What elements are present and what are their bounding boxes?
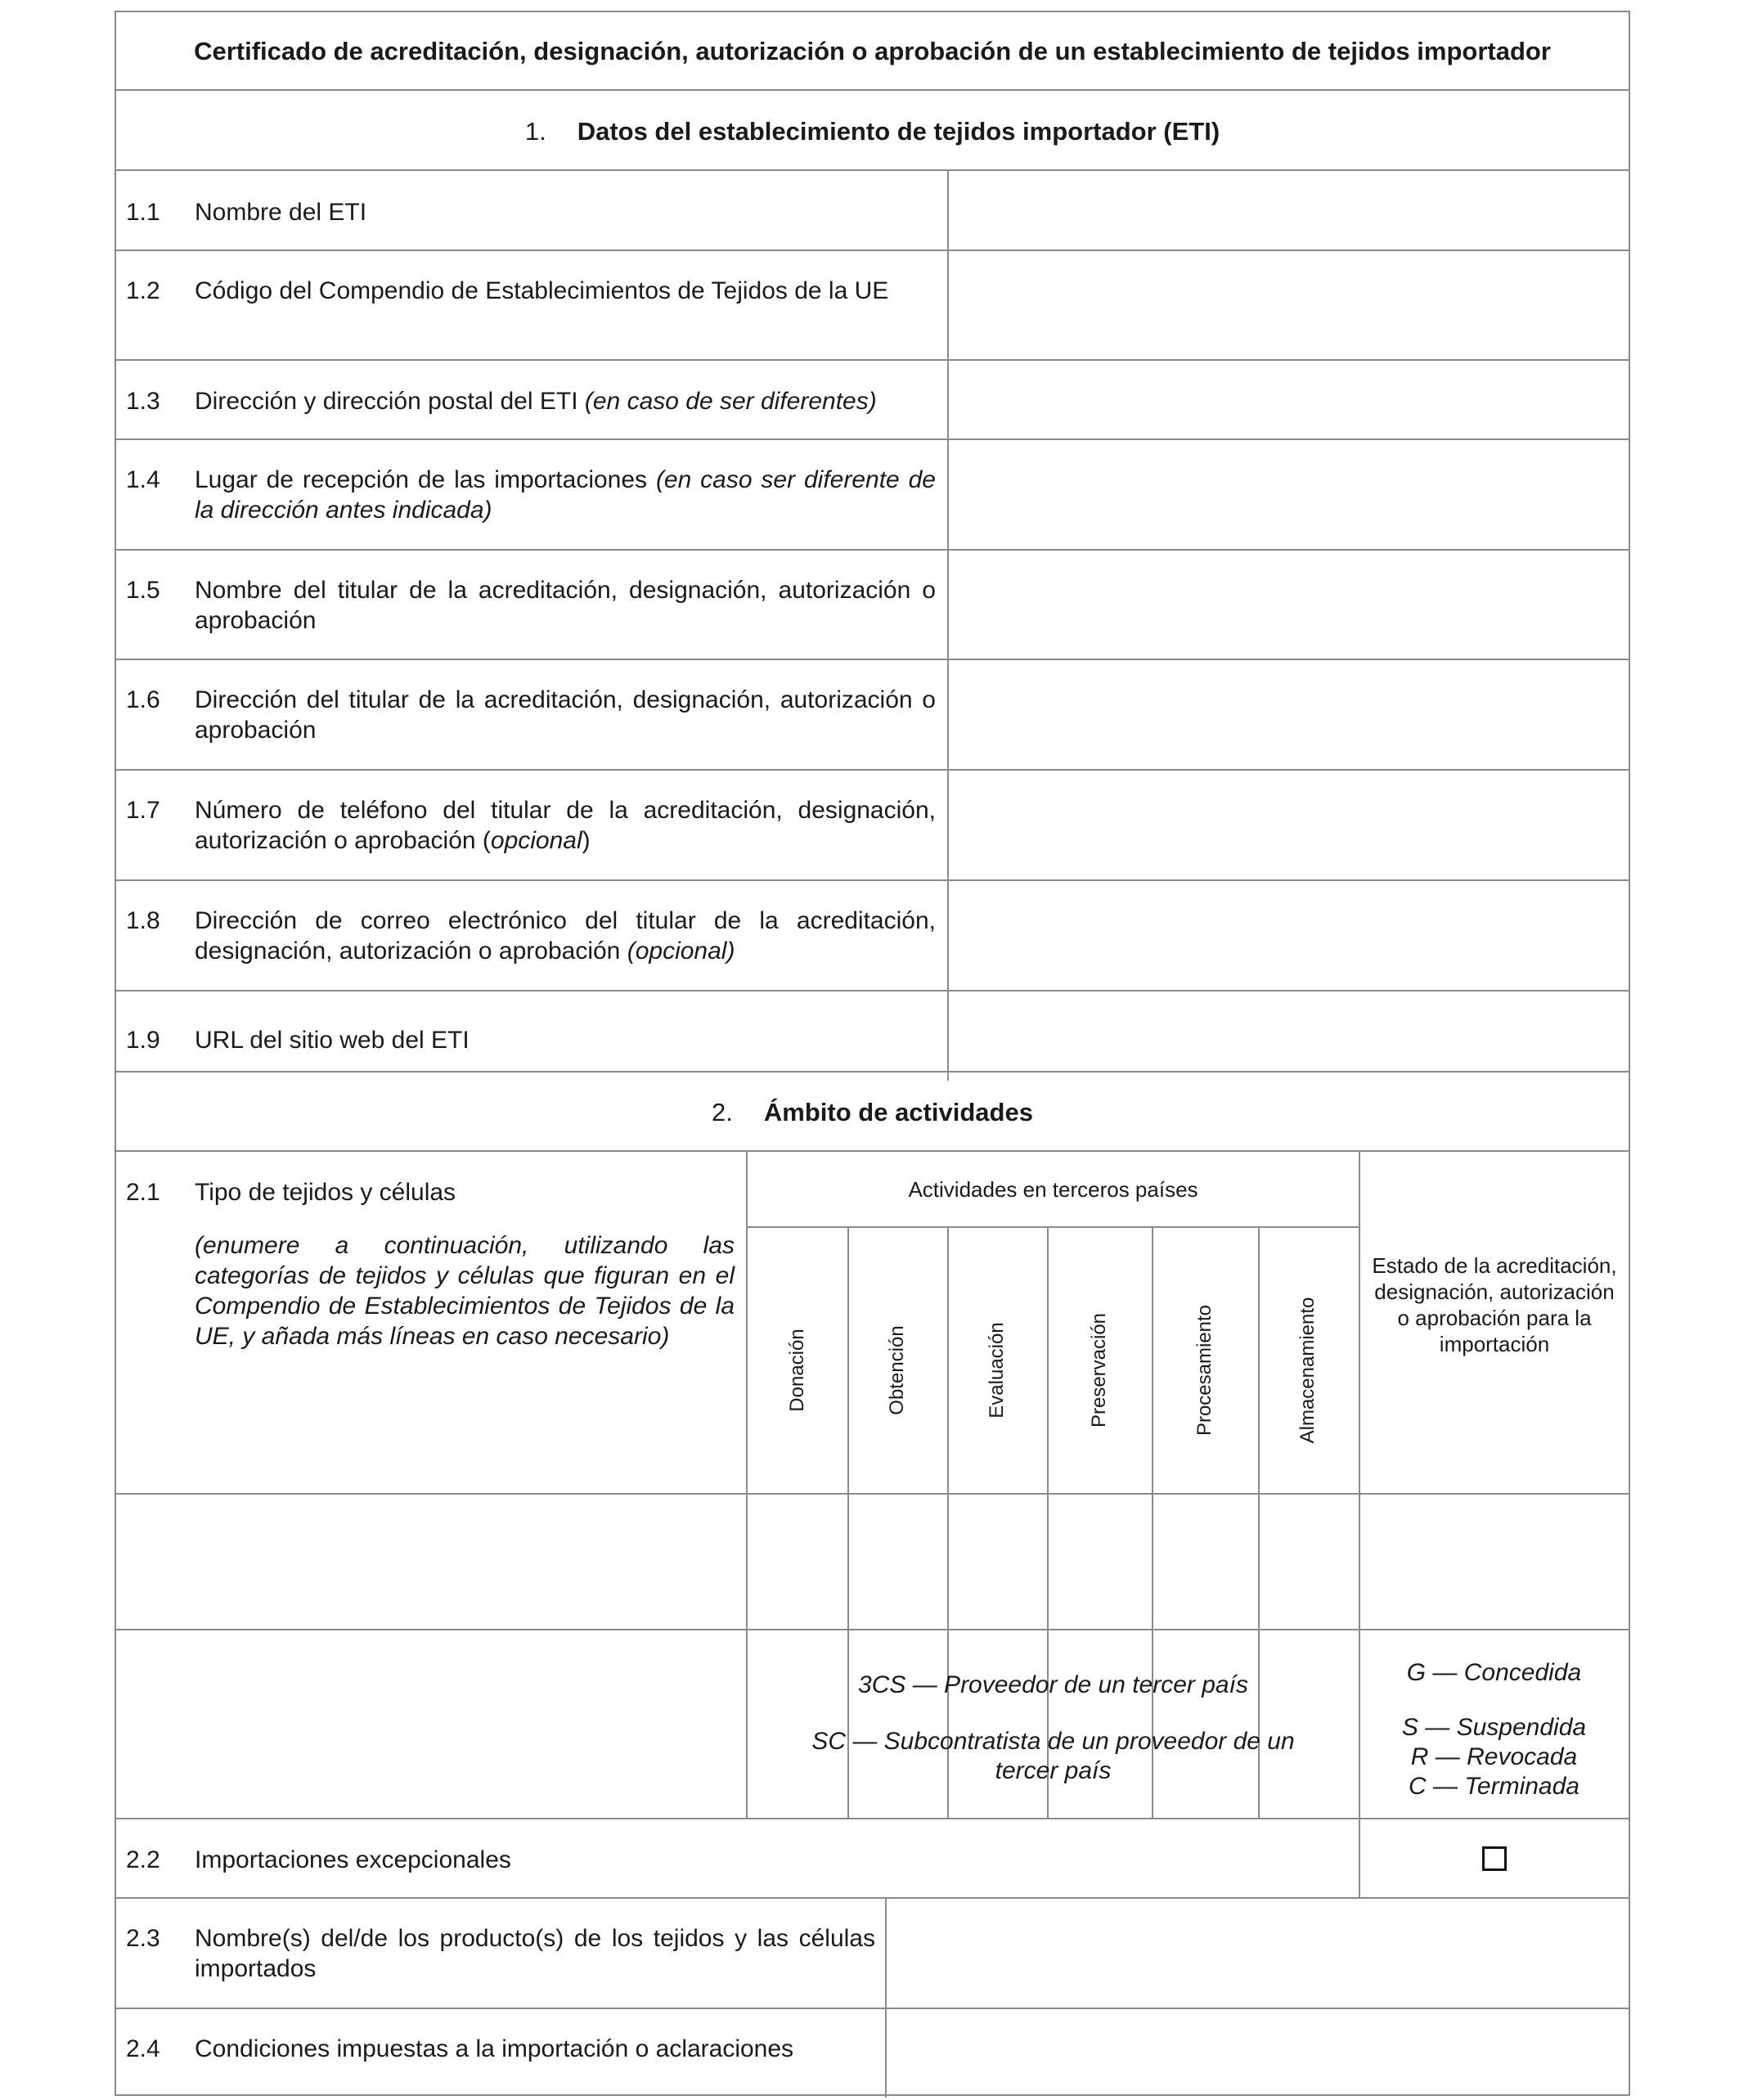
field-number: 2.1 <box>126 1179 160 1206</box>
divider <box>116 769 1629 771</box>
tissue-type-entry[interactable] <box>119 1496 744 1627</box>
divider <box>116 879 1629 881</box>
section-1-title: Datos del establecimiento de tejidos importador (ETI) <box>577 117 1220 146</box>
field-label-holder-phone <box>195 795 936 856</box>
holder-phone-field[interactable] <box>950 772 1627 878</box>
divider <box>116 990 1629 992</box>
section-2-header <box>116 1098 1629 1127</box>
activity-label-evaluacion: Evaluación <box>986 1322 1008 1419</box>
field-number: 1.7 <box>126 797 160 824</box>
divider <box>116 169 1629 171</box>
field-label-exceptional-imports: Importaciones excepcionales <box>195 1846 511 1873</box>
field-text-tail: ) <box>582 827 591 854</box>
activity-label-obtencion: Obtención <box>886 1325 908 1415</box>
divider <box>1359 1150 1360 1897</box>
evaluacion-entry[interactable] <box>950 1496 1045 1627</box>
divider <box>116 1897 1629 1899</box>
divider <box>746 1150 748 1818</box>
activity-label-almacenamiento: Almacenamiento <box>1296 1297 1319 1444</box>
divider <box>116 359 1629 361</box>
section-1-number: 1. <box>524 117 546 146</box>
field-label-holder-name: Nombre del titular de la acreditación, designación, autorización o aprobación <box>195 577 936 634</box>
field-number: 1.2 <box>126 277 160 304</box>
field-note: opcional <box>490 827 582 854</box>
legend-sc: SC — Subcontratista de un proveedor de un tercer país <box>811 1728 1295 1784</box>
field-number: 1.8 <box>126 907 160 934</box>
field-note: (opcional) <box>627 938 735 965</box>
divider <box>116 438 1629 440</box>
procesamiento-entry[interactable] <box>1155 1496 1256 1627</box>
field-text: Lugar de recepción de las importaciones <box>195 466 656 493</box>
field-number: 2.3 <box>126 1925 160 1952</box>
donacion-entry[interactable] <box>749 1496 846 1627</box>
holder-name-field[interactable] <box>950 552 1627 657</box>
holder-address-field[interactable] <box>950 662 1627 767</box>
field-label-holder-address: Dirección del titular de la acreditación, designación, autorización o aprobación <box>195 686 936 744</box>
legend-status-r: R — Revocada <box>1410 1743 1578 1770</box>
field-label-import-reception <box>195 465 936 525</box>
section-2-title: Ámbito de actividades <box>763 1098 1033 1126</box>
exceptional-imports-checkbox[interactable] <box>1482 1846 1507 1871</box>
field-label-website: URL del sitio web del ETI <box>195 1027 470 1054</box>
legend-status-c: C — Terminada <box>1409 1773 1579 1800</box>
activity-label-donacion: Donación <box>786 1329 808 1412</box>
field-text: Número de teléfono del titular de la acreditación, designación, autorización o aprobación ( <box>195 797 936 854</box>
field-text: Dirección y dirección postal del ETI <box>195 388 585 415</box>
activities-header: Actividades en terceros países <box>908 1177 1198 1202</box>
field-label-conditions: Condiciones impuestas a la importación o aclaraciones <box>195 2035 794 2062</box>
divider <box>885 1897 887 2098</box>
obtencion-entry[interactable] <box>851 1496 946 1627</box>
legend-3cs: 3CS — Proveedor de un tercer país <box>858 1671 1248 1698</box>
status-header: Estado de la acreditación, designación, autorización o aprobación para la importación <box>1372 1253 1617 1356</box>
address-field[interactable] <box>950 362 1627 438</box>
field-label-product-names: Nombre(s) del/de los producto(s) de los tejidos y las células importados <box>195 1925 875 1982</box>
divider <box>116 250 1629 251</box>
field-number: 2.4 <box>126 2035 160 2062</box>
field-label-eti-name: Nombre del ETI <box>195 199 367 226</box>
compendium-code-field[interactable] <box>950 253 1627 357</box>
divider <box>116 89 1629 91</box>
status-entry[interactable] <box>1362 1496 1627 1627</box>
divider <box>116 1150 1629 1152</box>
form-title: Certificado de acreditación, designación, autorización o aprobación de un establecimiento de tejidos importador <box>194 37 1551 65</box>
field-label-tissue-type: Tipo de tejidos y células <box>195 1179 456 1206</box>
product-names-field[interactable] <box>888 1900 1627 2006</box>
field-label-holder-email <box>195 906 936 966</box>
field-number: 1.3 <box>126 388 160 415</box>
section-2-number: 2. <box>712 1098 733 1126</box>
field-note: (en caso ser diferente de la dirección antes indicada) <box>195 466 936 524</box>
field-number: 1.5 <box>126 577 160 604</box>
field-text: Dirección de correo electrónico del titular de la acreditación, designación, autorización o aprobación <box>195 907 936 965</box>
legend-status-g: G — Concedida <box>1406 1659 1582 1686</box>
divider <box>116 1629 1629 1630</box>
field-note: (en caso de ser diferentes) <box>584 388 877 415</box>
certificate-form <box>115 11 1630 2096</box>
field-label-address <box>195 386 936 416</box>
divider <box>116 1818 1629 1819</box>
divider <box>947 169 949 1081</box>
conditions-field[interactable] <box>888 2011 1627 2093</box>
divider <box>116 549 1629 551</box>
divider <box>116 659 1629 660</box>
holder-email-field[interactable] <box>950 883 1627 988</box>
field-number: 1.6 <box>126 686 160 713</box>
import-reception-field[interactable] <box>950 442 1627 547</box>
divider <box>116 1493 1629 1495</box>
field-note-tissue-type: (enumere a continuación, utilizando las categorías de tejidos y células que figuran en el Compendio de Establecimientos de Tejidos de la UE, y añada más líneas en caso necesario) <box>195 1232 735 1350</box>
eti-name-field[interactable] <box>950 173 1627 248</box>
legend-status-s: S — Suspendida <box>1401 1714 1587 1741</box>
field-number: 1.1 <box>126 199 160 226</box>
field-number: 1.4 <box>126 466 160 493</box>
field-label-compendium-code: Código del Compendio de Establecimientos de Tejidos de la UE <box>195 277 889 304</box>
divider <box>116 2008 1629 2009</box>
website-field[interactable] <box>950 993 1627 1079</box>
section-1-header <box>116 117 1629 146</box>
field-number: 2.2 <box>126 1846 160 1873</box>
divider <box>116 1071 1629 1072</box>
divider <box>748 1226 1359 1228</box>
almacenamiento-entry[interactable] <box>1261 1496 1357 1627</box>
field-number: 1.9 <box>126 1027 160 1054</box>
activity-label-procesamiento: Procesamiento <box>1193 1304 1216 1437</box>
preservacion-entry[interactable] <box>1050 1496 1150 1627</box>
activity-label-preservacion: Preservación <box>1088 1312 1110 1428</box>
